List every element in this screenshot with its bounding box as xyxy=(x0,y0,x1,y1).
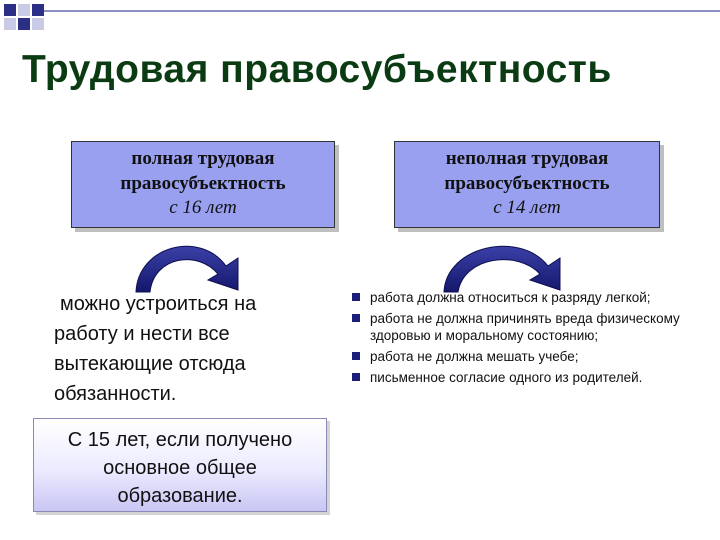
full-capacity-age: с 16 лет xyxy=(169,197,237,218)
note-line: основное общее xyxy=(103,457,257,479)
age-15-note xyxy=(33,418,327,512)
note-line: образование. xyxy=(117,485,243,507)
list-item xyxy=(352,348,712,365)
full-capacity-description xyxy=(54,289,334,409)
requirements-list xyxy=(352,289,712,390)
checker-decoration xyxy=(0,0,720,30)
full-capacity-line1: полная трудовая xyxy=(131,148,275,169)
header-rule xyxy=(44,10,720,12)
checker-square xyxy=(32,4,44,16)
requirement-text: работа не должна мешать учебе; xyxy=(370,349,579,364)
checker-square xyxy=(32,18,44,30)
square-bullet-icon xyxy=(352,314,360,322)
checker-square xyxy=(4,18,16,30)
note-line: С 15 лет, если получено xyxy=(67,429,293,451)
description-line: обязанности. xyxy=(54,383,177,405)
square-bullet-icon xyxy=(352,352,360,360)
description-line: работу и нести все xyxy=(54,323,230,345)
list-item xyxy=(352,310,712,344)
curved-arrow-icon xyxy=(440,236,580,294)
partial-capacity-line2: правосубъектность xyxy=(444,173,610,194)
full-capacity-line2: правосубъектность xyxy=(120,173,286,194)
requirement-text: работа не должна причинять вреда физическому здоровью и моральному состоянию; xyxy=(370,311,680,343)
requirement-text: работа должна относиться к разряду легкой; xyxy=(370,290,651,305)
list-item xyxy=(352,289,712,306)
square-bullet-icon xyxy=(352,373,360,381)
square-bullet-icon xyxy=(352,293,360,301)
requirement-text: письменное согласие одного из родителей. xyxy=(370,370,643,385)
partial-capacity-box xyxy=(394,141,660,228)
partial-capacity-line1: неполная трудовая xyxy=(445,148,609,169)
list-item xyxy=(352,369,712,386)
description-line: можно устроиться на xyxy=(60,293,257,315)
description-line: вытекающие отсюда xyxy=(54,353,246,375)
checker-square xyxy=(4,4,16,16)
checker-square xyxy=(18,18,30,30)
curved-arrow-icon xyxy=(130,236,260,294)
slide-title: Трудовая правосубъектность xyxy=(22,48,612,91)
partial-capacity-age: с 14 лет xyxy=(493,197,561,218)
checker-square xyxy=(18,4,30,16)
full-capacity-box xyxy=(71,141,335,228)
